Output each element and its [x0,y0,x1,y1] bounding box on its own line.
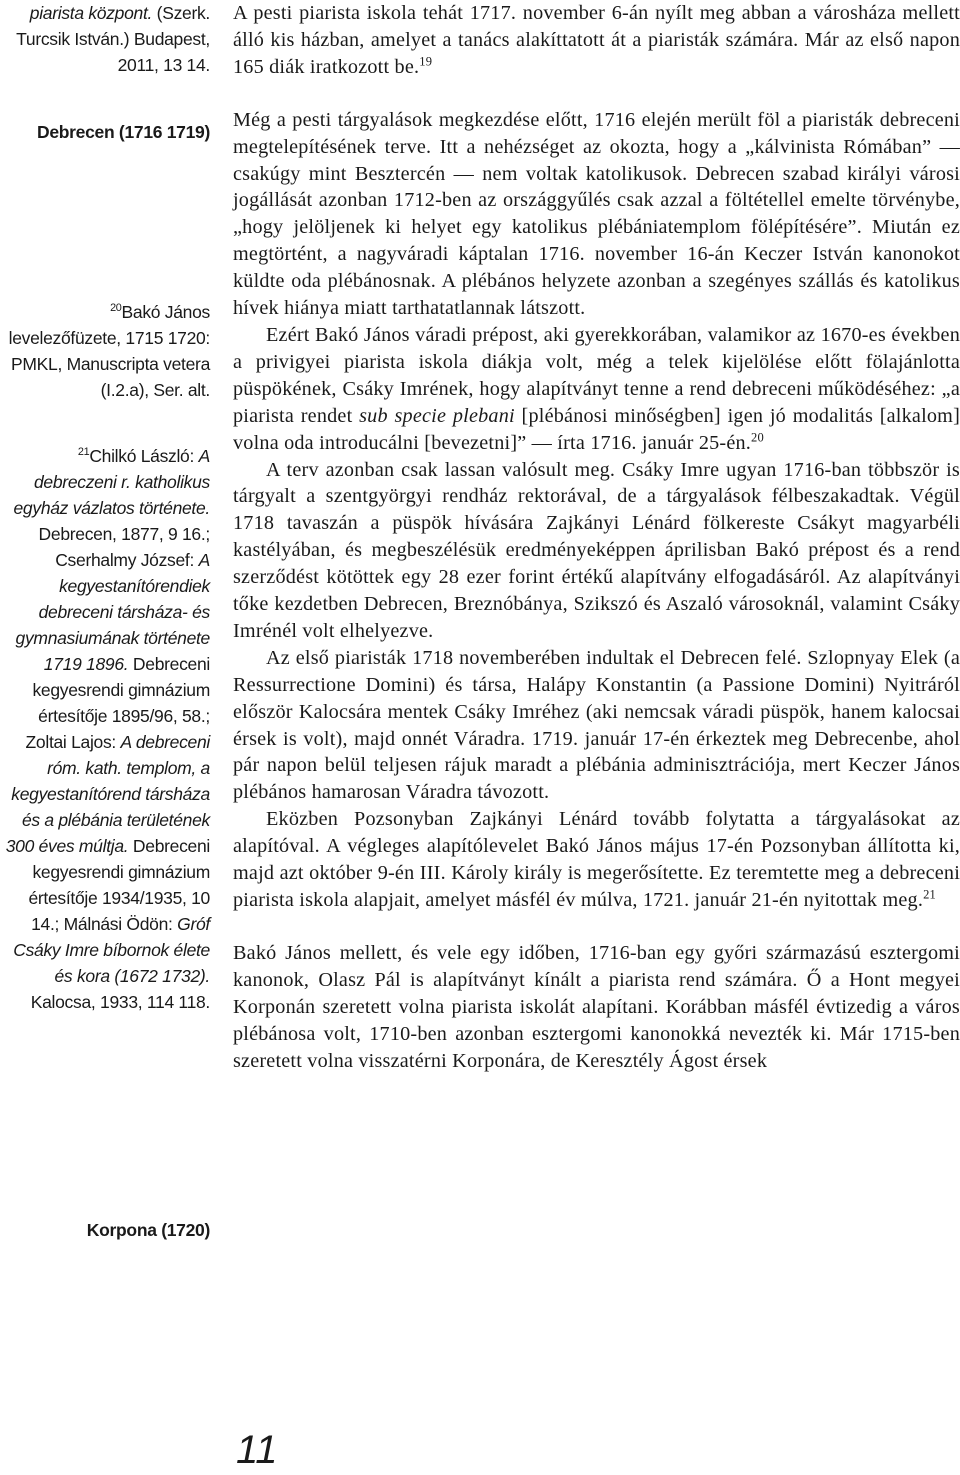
text-run: Debrecen, 1877, 9 16.; Cserhalmy József: [38,524,210,570]
text-run: Gróf Csáky Imre bíbornok élete és kora (1672 1732). [13,914,210,986]
heading-korpona: Korpona (1720) [86,1220,210,1240]
paragraph [233,0,960,81]
sidebar-reference-text [0,0,210,78]
text-run: A kegyestanítórendiek debreceni társháza- és gymnasiumának története 1719 1896. [15,550,210,674]
text-run: A debreczeni r. katholikus egyház vázlatos története. [13,446,210,518]
footnote-20-number: 20 [110,302,122,315]
footnote-20-text [0,299,210,403]
paragraph [233,107,960,322]
main-text [233,0,960,1074]
text-run: sub specie plebani [359,404,515,427]
footnote-21-number: 21 [77,446,90,459]
paragraph [233,645,960,806]
footnote-marker: 20 [751,429,764,444]
text-run: Bakó János levelezőfüzete, 1715 1720: PMKL, Manuscripta vetera (I.2.a), Ser. alt. [8,302,210,400]
text-run: Debreceni kegyesrendi gimnázium értesítője 1934/1935, 10 14.; Málnási Ödön: [28,836,210,934]
footnote-21-body [6,446,210,1012]
text-run: A terv azonban csak lassan valósult meg. Csáky Imre ugyan 1716-ban többször is tárgyalt a szentgyörgyi rendház rektorával, de a tárgyalások félbeszakadtak. Végül 1718 tavaszán a püspök hívására Zajkányi Lénárd fölkereste Csákyt magyarbéli kastélyában, és megbeszélésük eredményeképpen áprilisban Bakó prépost és a rend szerződést kötöttek egy 28 ezer forint értékű alapítvány elfogadásáról. Az alapítványi tőke kezdetben Debrecen, Breznóbánya, Szikszó és Aszaló városoknál, valamint Csáky Imrénél volt elhelyezve. [233,458,960,642]
footnote-20-body [9,302,210,400]
footnote-21 [0,443,210,1015]
text-run: A pesti piarista iskola tehát 1717. november 6-án nyílt meg abban a városháza mellett álló kis házban, amelyet a tanács alakíttatott át a piaristák számára. Már az első napon 165 diák iratkozott be. [233,2,960,78]
page-number: 11 [236,1428,278,1472]
text-run: Debreceni kegyesrendi gimnázium értesítője 1895/96, 58.; Zoltai Lajos: [25,654,210,752]
footnote-marker: 21 [923,887,936,902]
text-run: Az első piaristák 1718 novemberében indultak el Debrecen felé. Szlopnyay Elek (a Ressurrectione Domini) és társa, Halápy Konstantin (a Passione Domini) Nyitráról először Kalocsára mentek Csáky Imréhez (aki nemcsak váradi püspök, hanem kalocsai érsek is volt), majd onnét Váradra. 1719. január 17-én érkeztek meg Debrecenbe, ahol pár napon belül teljesen rájuk maradt a plébánia adminisztrációja, mert Keczer János plébános hamarosan Váradra távozott. [233,646,960,804]
text-run: (Szerk. Turcsik István.) Budapest, 2011, 13 14. [16,3,210,75]
text-run: Eközben Pozsonyban Zajkányi Lénárd tovább folytatta a tárgyalásokat az alapítóval. A végleges alapítólevelet Bakó János május 17-én Pozsonyban állította ki, majd azt október 9-én III. Károly király is megerősítette. Ez teremtette meg a debreceni piarista iskola alapjait, amelyet másfél év múlva, 1721. január 21-én nyitottak meg. [233,808,960,911]
text-run: [plébánosi minőségben] igen jó modalitás [alkalom] volna oda introducálni [bevezetni]” — írta 1716. január 25-én. [233,404,960,454]
paragraph [233,322,960,457]
footnote-marker: 19 [419,54,433,69]
text-run: Chilkó László: [89,446,199,466]
paragraph [233,806,960,914]
paragraph [233,457,960,645]
footnote-20 [0,299,210,403]
text-run: Kalocsa, 1933, 114 118. [30,992,210,1012]
heading-debrecen: Debrecen (1716 1719) [37,122,210,142]
text-run: Ezért Bakó János váradi prépost, aki gyerekkorában, valamikor az 1670-es években a privigyei piarista iskola diákja volt, még a telek kijelölése előtt fölajánlotta püspökének, Csáky Imrének, hogy alapítványt tenne a rend debreceni működéséhez: „a piarista rendet [233,323,960,427]
footnote-21-text [0,443,210,1015]
text-run: A debreceni róm. kath. templom, a kegyestanítórend társháza és a plébánia területének 300 éves múltja. [5,732,210,856]
paragraph [233,940,960,1075]
text-run: Még a pesti tárgyalások megkezdése előtt, 1716 elején merült föl a piaristák debreceni megtelepítésének terve. Itt a nehézséget az okozta, hogy a „kálvinista Rómában” — csakúgy mint Besztercén — nem voltak katolikusok. Debrecen szabad királyi városi jogállását azonban 1712-ben az országgyűlés csak azzal a föltétellel emelte törvénybe, „hogy jelöljenek ki helyet egy katolikus plébániatemplom fölépítésére”. Miután ez megtörtént, a nagyváradi káptalan 1716. november 16-án Keczer István kanonokot küldte oda plébánosnak. A plébános helyzete azonban a szegényes szállás és katolikus hívek hiánya miatt tarthatatlannak látszott. [233,108,960,320]
sidebar-reference [0,0,210,78]
text-run: piarista központ. [29,3,153,23]
text-run: Bakó János mellett, és vele egy időben, 1716-ban egy győri származású esztergomi kanonok, Olasz Pál is alapítványt kínált a piarista rend számára. Ő a Hont megyei Korponán szeretett volna piarista iskolát alapítani. Korábban másfél évtizedig a város plébánosa volt, 1710-ben azonban esztergomi kanonokká nevezték ki. Már 1715-ben szeretett volna visszatérni Korponára, de Keresztély Ágost érsek [233,941,960,1072]
